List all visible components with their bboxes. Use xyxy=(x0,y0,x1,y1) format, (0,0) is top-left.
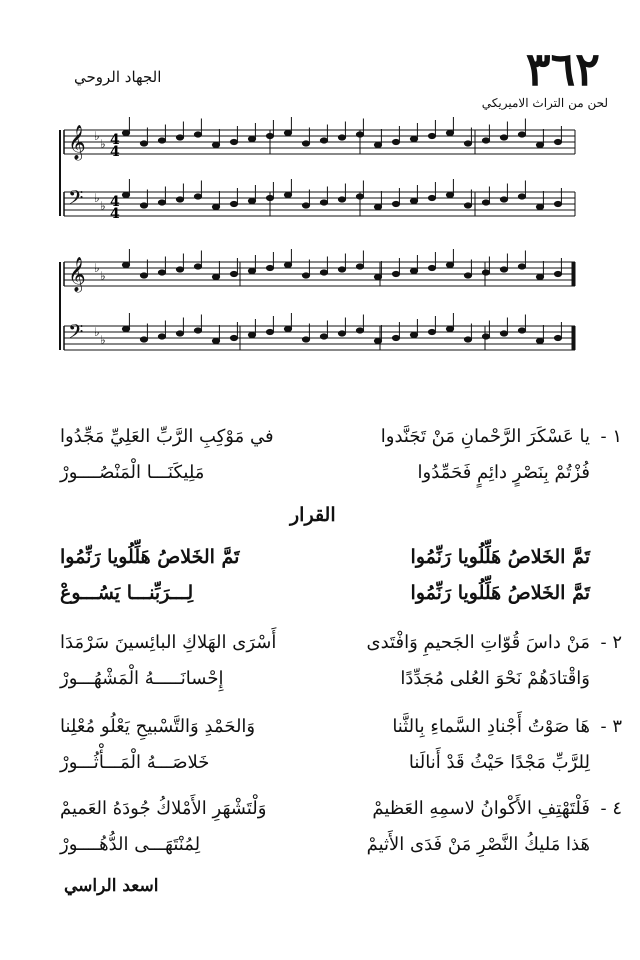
verse-2-line-1 xyxy=(60,632,622,658)
verse-text-right: فَلْتَهْتِفِ الأَكْوانُ لاسمِهِ العَظيمْ xyxy=(372,798,590,819)
verse-text-right: فُزْتُمْ بِنَصْرٍ دائِمٍ فَحَمِّدُوا xyxy=(417,462,590,483)
svg-text:♭: ♭ xyxy=(94,129,100,143)
author: اسعد الراسي xyxy=(64,876,159,896)
verse-number: ٤ - xyxy=(600,798,622,819)
time-signature: 4 xyxy=(110,194,120,210)
verse-text-right: لِلرَّبِّ مَجْدًا حَيْثُ قَدْ أَنالَنا xyxy=(408,752,590,773)
verse-number: ٣ - xyxy=(600,716,622,737)
time-signature: 4 xyxy=(110,132,120,148)
verse-text-left: خَلاصَـــهُ الْمَـــأْثُـــورْ xyxy=(60,752,210,773)
verse-2-line-2 xyxy=(60,668,600,694)
verse-text-left: أَسْرَى الهَلاكِ البائِسينَ سَرْمَدَا xyxy=(60,632,277,653)
verse-1-line-2 xyxy=(60,462,600,488)
chorus-text-left: لِـــرَبِّنـــا يَسُـــوعْ xyxy=(60,582,194,604)
verse-text-left: لِمُنْتَهَـــى الدُّهُــــورْ xyxy=(60,834,201,855)
verse-1-line-1 xyxy=(60,426,622,452)
verse-4-line-1 xyxy=(60,798,622,824)
svg-text:♭: ♭ xyxy=(100,199,106,213)
svg-text:♭: ♭ xyxy=(100,269,106,283)
verse-number: ٢ - xyxy=(600,632,622,653)
svg-text:♭: ♭ xyxy=(100,333,106,347)
chorus-label: القرار xyxy=(290,504,336,526)
svg-text:♭: ♭ xyxy=(94,191,100,205)
verse-text-right: هَذا مَليكُ النَّصْرِ مَنْ فَدَى الأَثيمْ xyxy=(366,834,590,855)
time-signature: 4 xyxy=(110,144,120,160)
chorus-text-right: تَمَّ الخَلاصُ هَلِّلُويا رَنِّمُوا xyxy=(410,546,590,568)
verse-4-line-2 xyxy=(60,834,600,860)
section-title: الجهاد الروحي xyxy=(74,68,162,86)
verse-text-left: إِحْسانَـــــهُ الْمَشْهُـــورْ xyxy=(60,668,224,689)
verse-3-line-2 xyxy=(60,752,600,778)
svg-text:𝄢: 𝄢 xyxy=(68,186,84,214)
chorus-line-1 xyxy=(60,546,590,574)
verse-text-right: مَنْ داسَ قُوّاتِ الجَحيمِ وَافْتَدى xyxy=(366,632,590,653)
verse-number: ١ - xyxy=(600,426,622,447)
hymn-number: ٣٦٢ xyxy=(525,42,600,96)
verse-3-line-1 xyxy=(60,716,622,742)
chorus-line-2 xyxy=(60,582,590,610)
verse-text-left: مَلِيكَنَـــا الْمَنْصُــــورْ xyxy=(60,462,205,483)
svg-text:♭: ♭ xyxy=(94,325,100,339)
svg-text:♭: ♭ xyxy=(94,261,100,275)
svg-text:𝄞: 𝄞 xyxy=(68,125,86,160)
verse-text-left: وَالحَمْدِ وَالتَّسْبيحِ يَعْلُو مُعْلِنا xyxy=(60,716,256,737)
chorus-text-right: تَمَّ الخَلاصُ هَلِّلُويا رَنِّمُوا xyxy=(410,582,590,604)
chorus-text-left: تَمَّ الخَلاصُ هَلِّلُويا رَنِّمُوا xyxy=(60,546,240,568)
svg-text:𝄞: 𝄞 xyxy=(68,257,86,292)
svg-text:𝄢: 𝄢 xyxy=(68,320,84,348)
verse-text-right: يا عَسْكَرَ الرَّحْمانِ مَنْ تَجَنَّدوا xyxy=(380,426,590,447)
svg-text:♭: ♭ xyxy=(100,137,106,151)
tune-credit: لحن من التراث الاميريكي xyxy=(481,96,608,110)
time-signature: 4 xyxy=(110,206,120,222)
music-score-icon xyxy=(0,108,640,380)
verse-text-right: هَا صَوْتُ أَجْنادِ السَّماءِ بِالثَّنا xyxy=(392,716,590,737)
verse-text-left: وَلْتَشْهَرِ الأَمْلاكُ جُودَهُ العَميمْ xyxy=(60,798,267,819)
verse-text-right: وَاقْتادَهُمْ نَحْوَ العُلى مُجَدِّدًا xyxy=(400,668,590,689)
verse-text-left: في مَوْكِبِ الرَّبِّ العَلِيِّ مَجِّدُوا xyxy=(60,426,274,447)
